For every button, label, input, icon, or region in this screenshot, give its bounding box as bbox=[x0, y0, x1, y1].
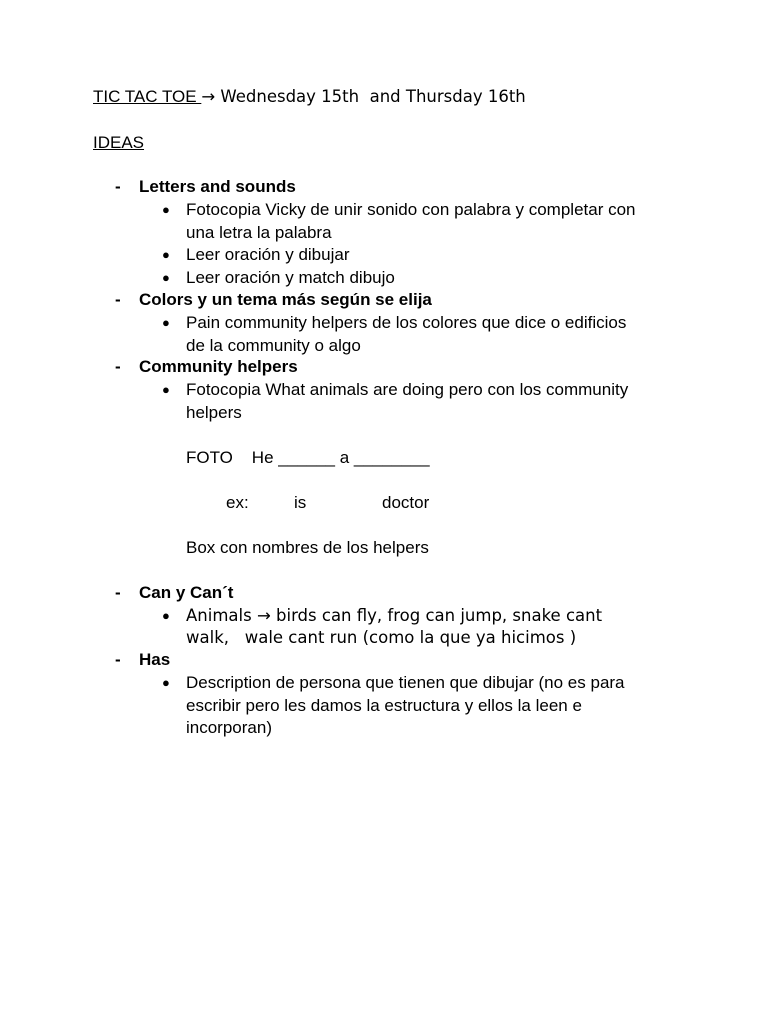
list-item: una letra la palabra bbox=[186, 223, 332, 242]
title-rest: → Wednesday 15th and Thursday 16th bbox=[201, 87, 526, 106]
bullet-marker: ● bbox=[162, 270, 170, 285]
list-item: walk, wale cant run (como la que ya hicimos ) bbox=[186, 628, 577, 647]
foto-template-line: FOTO He ______ a ________ bbox=[186, 448, 430, 467]
dash-marker: - bbox=[115, 357, 121, 376]
list-item: de la community o algo bbox=[186, 336, 361, 355]
ideas-heading: IDEAS bbox=[93, 133, 145, 152]
section-heading-has: Has bbox=[139, 650, 171, 669]
section-heading-community: Community helpers bbox=[139, 357, 298, 376]
bullet-marker: ● bbox=[162, 675, 170, 690]
dash-marker: - bbox=[115, 650, 121, 669]
list-item: incorporan) bbox=[186, 718, 272, 737]
list-item: Fotocopia Vicky de unir sonido con palabra y completar con bbox=[186, 200, 636, 219]
bullet-marker: ● bbox=[162, 382, 170, 397]
list-item: helpers bbox=[186, 403, 242, 422]
page-title bbox=[93, 86, 526, 108]
example-noun: doctor bbox=[382, 493, 430, 512]
section-heading-colors: Colors y un tema más según se elija bbox=[139, 290, 432, 309]
example-label: ex: bbox=[226, 493, 249, 512]
bullet-marker: ● bbox=[162, 315, 170, 330]
list-item: Fotocopia What animals are doing pero con los community bbox=[186, 380, 629, 399]
bullet-marker: ● bbox=[162, 608, 170, 623]
bullet-marker: ● bbox=[162, 247, 170, 262]
box-helpers-line: Box con nombres de los helpers bbox=[186, 538, 429, 557]
list-item: escribir pero les damos la estructura y ellos la leen e bbox=[186, 696, 582, 715]
list-item: Description de persona que tienen que dibujar (no es para bbox=[186, 673, 625, 692]
list-item: Leer oración y dibujar bbox=[186, 245, 350, 264]
section-heading-letters: Letters and sounds bbox=[139, 177, 296, 196]
bullet-marker: ● bbox=[162, 202, 170, 217]
dash-marker: - bbox=[115, 583, 121, 602]
list-item: Leer oración y match dibujo bbox=[186, 268, 395, 287]
list-item: Animals → birds can fly, frog can jump, snake cant bbox=[186, 606, 603, 625]
title-main: TIC TAC TOE bbox=[93, 87, 202, 106]
dash-marker: - bbox=[115, 177, 121, 196]
section-heading-can: Can y Can´t bbox=[139, 583, 234, 602]
dash-marker: - bbox=[115, 290, 121, 309]
example-verb: is bbox=[294, 493, 307, 512]
list-item: Pain community helpers de los colores que dice o edificios bbox=[186, 313, 627, 332]
